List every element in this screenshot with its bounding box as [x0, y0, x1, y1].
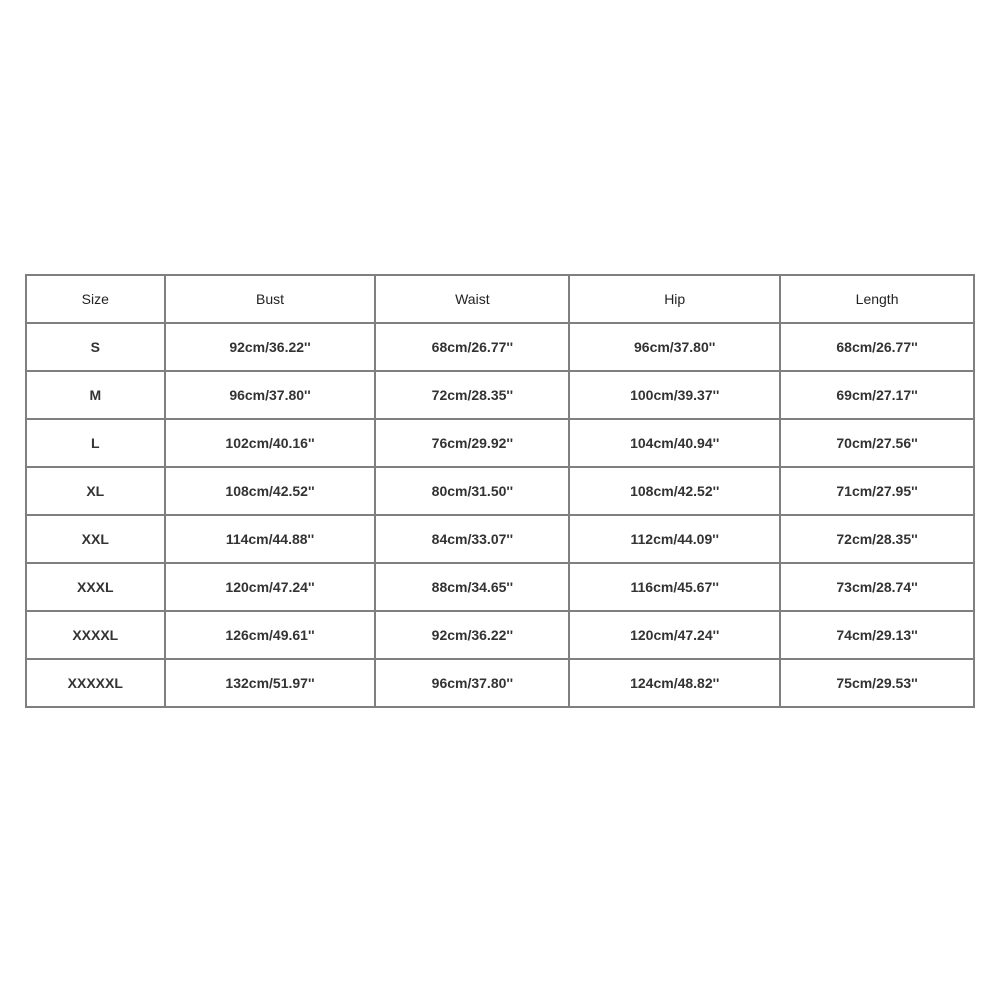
header-size: Size — [26, 275, 165, 323]
cell-length: 72cm/28.35'' — [780, 515, 974, 563]
cell-size: XXXXXL — [26, 659, 165, 707]
table-row — [26, 419, 974, 467]
cell-length: 69cm/27.17'' — [780, 371, 974, 419]
cell-hip: 120cm/47.24'' — [569, 611, 780, 659]
cell-length: 70cm/27.56'' — [780, 419, 974, 467]
cell-length: 71cm/27.95'' — [780, 467, 974, 515]
cell-bust: 102cm/40.16'' — [165, 419, 376, 467]
table-header-row — [26, 275, 974, 323]
cell-size: S — [26, 323, 165, 371]
cell-hip: 116cm/45.67'' — [569, 563, 780, 611]
table-row — [26, 515, 974, 563]
cell-waist: 80cm/31.50'' — [375, 467, 569, 515]
header-length: Length — [780, 275, 974, 323]
cell-size: M — [26, 371, 165, 419]
header-bust: Bust — [165, 275, 376, 323]
cell-size: XL — [26, 467, 165, 515]
cell-waist: 92cm/36.22'' — [375, 611, 569, 659]
cell-size: XXL — [26, 515, 165, 563]
cell-hip: 124cm/48.82'' — [569, 659, 780, 707]
cell-waist: 84cm/33.07'' — [375, 515, 569, 563]
cell-size: XXXL — [26, 563, 165, 611]
cell-bust: 126cm/49.61'' — [165, 611, 376, 659]
cell-waist: 76cm/29.92'' — [375, 419, 569, 467]
header-hip: Hip — [569, 275, 780, 323]
cell-bust: 108cm/42.52'' — [165, 467, 376, 515]
cell-hip: 104cm/40.94'' — [569, 419, 780, 467]
cell-hip: 100cm/39.37'' — [569, 371, 780, 419]
header-waist: Waist — [375, 275, 569, 323]
cell-bust: 120cm/47.24'' — [165, 563, 376, 611]
cell-waist: 72cm/28.35'' — [375, 371, 569, 419]
cell-length: 73cm/28.74'' — [780, 563, 974, 611]
table-row — [26, 323, 974, 371]
cell-length: 75cm/29.53'' — [780, 659, 974, 707]
cell-waist: 68cm/26.77'' — [375, 323, 569, 371]
cell-length: 68cm/26.77'' — [780, 323, 974, 371]
cell-hip: 112cm/44.09'' — [569, 515, 780, 563]
table-row — [26, 467, 974, 515]
cell-waist: 88cm/34.65'' — [375, 563, 569, 611]
table-row — [26, 659, 974, 707]
cell-length: 74cm/29.13'' — [780, 611, 974, 659]
cell-bust: 114cm/44.88'' — [165, 515, 376, 563]
cell-size: L — [26, 419, 165, 467]
cell-size: XXXXL — [26, 611, 165, 659]
table-row — [26, 563, 974, 611]
cell-bust: 92cm/36.22'' — [165, 323, 376, 371]
table-row — [26, 371, 974, 419]
table-row — [26, 611, 974, 659]
cell-waist: 96cm/37.80'' — [375, 659, 569, 707]
cell-bust: 96cm/37.80'' — [165, 371, 376, 419]
cell-hip: 108cm/42.52'' — [569, 467, 780, 515]
cell-hip: 96cm/37.80'' — [569, 323, 780, 371]
cell-bust: 132cm/51.97'' — [165, 659, 376, 707]
size-chart-table — [25, 274, 975, 708]
